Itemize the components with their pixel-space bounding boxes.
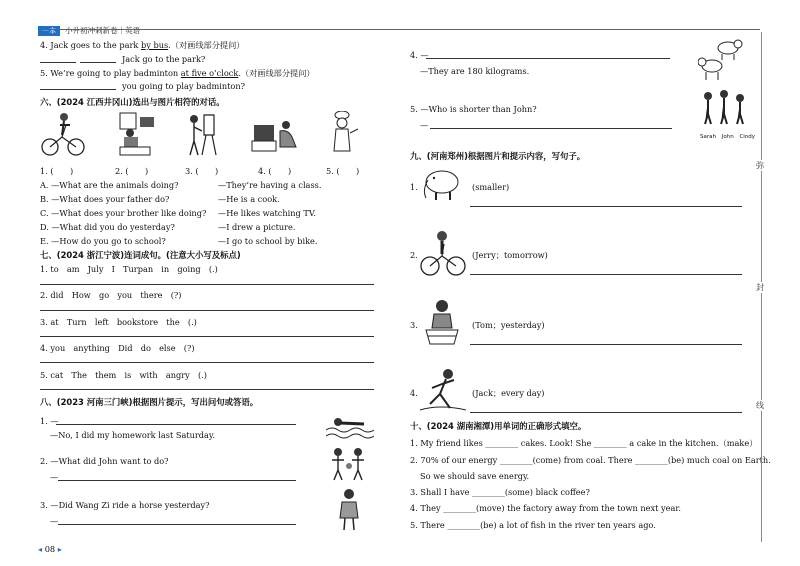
answer-line[interactable] bbox=[470, 274, 742, 275]
kids-names bbox=[700, 134, 755, 140]
s6-reply-b: —He is a cook. bbox=[218, 194, 280, 204]
s10-line-1: 1. My friend likes ________ cakes. Look! She ________ a cake in the kitchen.（make） bbox=[410, 438, 758, 448]
header-rule bbox=[38, 29, 760, 30]
s7-item-4: 4. you anything Did do else (?) bbox=[40, 343, 195, 353]
s6-option-b: B. —What does your father do? bbox=[40, 194, 170, 204]
answer-line[interactable] bbox=[40, 336, 374, 337]
section-10-title: 十、(2024 湖南湘潭)用单词的正确形式填空。 bbox=[410, 421, 587, 431]
s10-line-2: 2. 70% of our energy ________(come) from coal. There ________(be) much coal on Earth. bbox=[410, 455, 771, 465]
left-q4: 4. Jack goes to the park by bus.（对画线部分提问） bbox=[40, 40, 245, 50]
animals-picture bbox=[698, 36, 746, 82]
answer-line[interactable] bbox=[40, 284, 374, 285]
s9-hint-1: (smaller) bbox=[472, 182, 510, 192]
r-q4b: —They are 180 kilograms. bbox=[420, 66, 530, 76]
s7-item-1: 1. to am July I Turpan in going (.) bbox=[40, 264, 218, 274]
section-9-title: 九、(河南郑州)根据图片和提示内容，写句子。 bbox=[410, 151, 586, 161]
s9-num-2: 2. bbox=[410, 250, 418, 260]
answer-line[interactable] bbox=[470, 344, 742, 345]
name-cindy: Cindy bbox=[739, 134, 756, 140]
bike-rider-picture bbox=[42, 113, 84, 155]
s8-q1b: —No, I did my homework last Saturday. bbox=[50, 430, 216, 440]
answer-line[interactable] bbox=[470, 206, 742, 207]
answer-line[interactable] bbox=[470, 412, 742, 413]
answer-line[interactable] bbox=[430, 128, 672, 129]
answer-line[interactable] bbox=[58, 480, 296, 481]
s7-item-5: 5. cat The them is with angry (.) bbox=[40, 370, 207, 380]
s9-hint-2: (Jerry；tomorrow) bbox=[472, 250, 548, 260]
side-mark-3: 线 bbox=[756, 401, 764, 410]
s9-hint-3: (Tom；yesterday) bbox=[472, 320, 545, 330]
girl-picture bbox=[334, 488, 364, 532]
r-q4a: 4. — bbox=[410, 50, 429, 60]
s6-option-c: C. —What does your brother like doing? bbox=[40, 208, 207, 218]
section-8-title: 八、(2023 河南三门峡)根据图片提示，写出问句或答语。 bbox=[40, 397, 259, 407]
s10-line-3: 3. Shall I have ________(some) black coffee? bbox=[410, 487, 590, 497]
answer-line[interactable] bbox=[40, 389, 374, 390]
jerry-bike-picture bbox=[420, 228, 466, 278]
s10-line-4: 4. They ________(move) the factory away from the town next year. bbox=[410, 503, 681, 513]
answer-line[interactable] bbox=[80, 62, 116, 63]
jack-running-picture bbox=[420, 368, 466, 412]
cook-picture bbox=[334, 111, 358, 151]
page-number: 08 bbox=[44, 544, 56, 554]
name-sarah: Sarah bbox=[700, 134, 716, 140]
father-tv-picture bbox=[120, 113, 154, 155]
s6-option-a: A. —What are the animals doing? bbox=[40, 180, 179, 190]
s6-reply-c: —He likes watching TV. bbox=[218, 208, 316, 218]
s6-reply-e: —I go to school by bike. bbox=[218, 236, 318, 246]
s6-reply-a: —They’re having a class. bbox=[218, 180, 322, 190]
s8-q1a: 1. — bbox=[40, 416, 59, 426]
answer-line[interactable] bbox=[40, 89, 116, 90]
s6-option-d: D. —What did you do yesterday? bbox=[40, 222, 175, 232]
drawing-picture bbox=[190, 115, 216, 155]
answer-line[interactable] bbox=[56, 424, 296, 425]
header bbox=[38, 18, 140, 37]
s6-num-5: 5. ( ) bbox=[326, 166, 360, 176]
side-mark-2: 封 bbox=[756, 283, 764, 292]
s6-option-e: E. —How do you go to school? bbox=[40, 236, 166, 246]
footer: ◂ 08 ▸ bbox=[38, 544, 62, 554]
section-7-title: 七、(2024 浙江宁波)连词成句。(注意大小写及标点) bbox=[40, 250, 241, 260]
s8-q3a: 3. —Did Wang Zi ride a horse yesterday? bbox=[40, 500, 210, 510]
s8-q2a: 2. —What did John want to do? bbox=[40, 456, 169, 466]
answer-line[interactable] bbox=[40, 62, 76, 63]
s10-line-2b: So we should save energy. bbox=[420, 471, 530, 481]
section-6-pictures bbox=[40, 111, 370, 159]
answer-line[interactable] bbox=[40, 362, 374, 363]
left-q4-answer: Jack go to the park? bbox=[122, 54, 206, 64]
s10-line-5: 5. There ________(be) a lot of fish in the river ten years ago. bbox=[410, 520, 656, 530]
s6-num-3: 3. ( ) bbox=[185, 166, 219, 176]
s9-num-4: 4. bbox=[410, 388, 418, 398]
s8-q2b: — bbox=[50, 472, 59, 482]
swimmer-picture bbox=[326, 410, 374, 440]
s6-num-1: 1. ( ) bbox=[40, 166, 74, 176]
s7-item-2: 2. did How go you there (?) bbox=[40, 290, 182, 300]
side-mark-1: 弥 bbox=[756, 161, 764, 170]
s6-reply-d: —I drew a picture. bbox=[218, 222, 296, 232]
section-6-title: 六、(2024 江西井冈山)选出与图片相符的对话。 bbox=[40, 97, 225, 107]
left-q5: 5. We’re going to play badminton at five o’clock.（对画线部分提问） bbox=[40, 68, 315, 78]
s9-num-3: 3. bbox=[410, 320, 418, 330]
s8-q3b: — bbox=[50, 516, 59, 526]
s9-num-1: 1. bbox=[410, 182, 418, 192]
tom-washing-picture bbox=[422, 298, 464, 346]
elephant-picture bbox=[422, 166, 468, 202]
answer-line[interactable] bbox=[426, 58, 670, 59]
s9-hint-4: (Jack；every day) bbox=[472, 388, 545, 398]
answer-line[interactable] bbox=[40, 310, 374, 311]
s6-num-2: 2. ( ) bbox=[115, 166, 149, 176]
left-q5-answer: you going to play badminton? bbox=[122, 81, 246, 91]
answer-line[interactable] bbox=[58, 524, 296, 525]
s7-item-3: 3. at Turn left bookstore the (.) bbox=[40, 317, 197, 327]
r-q5a: 5. —Who is shorter than John? bbox=[410, 104, 537, 114]
header-tag: 一本 bbox=[38, 26, 60, 36]
watching-tv-picture bbox=[252, 121, 296, 151]
three-kids-picture bbox=[700, 90, 748, 134]
header-title: 小升初冲刺新卷｜英语 bbox=[65, 26, 141, 35]
name-john: John bbox=[721, 134, 734, 140]
s6-num-4: 4. ( ) bbox=[258, 166, 292, 176]
basketball-kids-picture bbox=[328, 446, 372, 482]
r-q5b: — bbox=[420, 120, 429, 130]
